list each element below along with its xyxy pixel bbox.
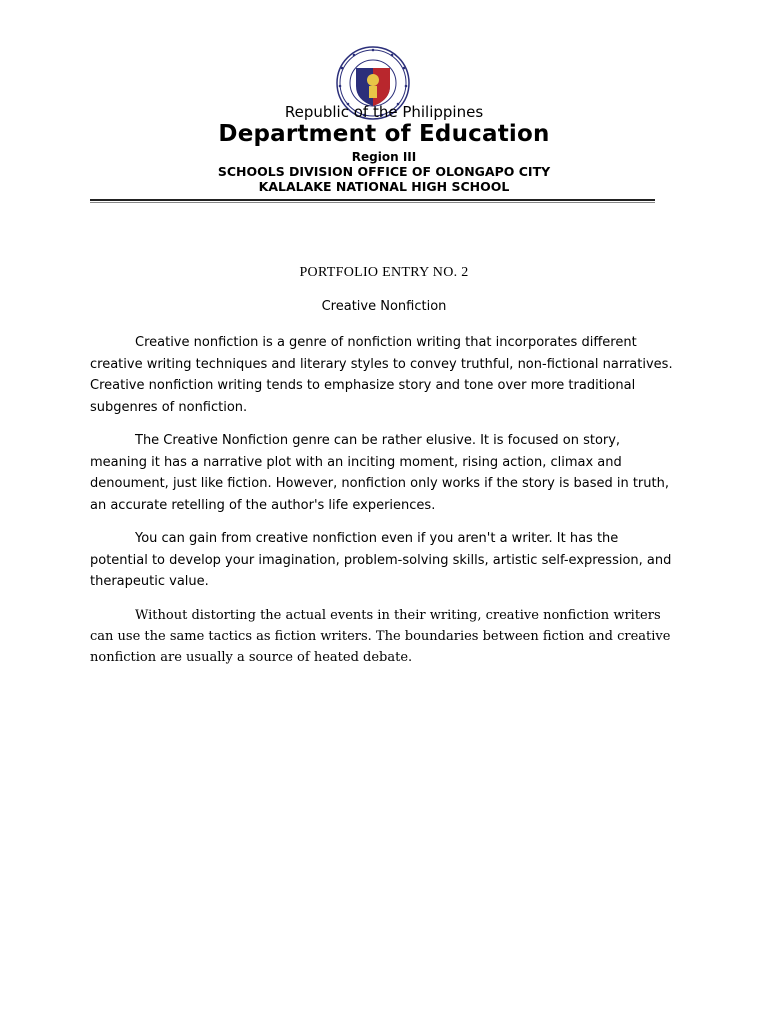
body-paragraph: Creative nonfiction is a genre of nonfiction writing that incorporates different creative writing techniques and literary styles to convey truthful, non-fictional narratives. Creative nonfiction writing tends to emphasize story and tone over more traditional subgenres of nonfiction. bbox=[90, 335, 673, 415]
document-title: PORTFOLIO ENTRY NO. 2 bbox=[299, 265, 469, 280]
letterhead-department: Department of Education bbox=[218, 121, 550, 147]
body-paragraph: Without distorting the actual events in their writing, creative nonfiction writers can use the same tactics as fiction writers. The boundaries between fiction and creative nonfiction are usually a source of heated debate. bbox=[90, 607, 671, 665]
header-divider-thin bbox=[90, 202, 655, 203]
document-subtitle: Creative Nonfiction bbox=[321, 299, 447, 314]
document-body bbox=[90, 332, 678, 680]
header-divider bbox=[90, 199, 655, 201]
letterhead-region: Region III bbox=[351, 150, 417, 164]
body-paragraph: You can gain from creative nonfiction even if you aren't a writer. It has the potential to develop your imagination, problem-solving skills, artistic self-expression, and therapeutic value. bbox=[90, 531, 672, 589]
letterhead-republic: Republic of the Philippines bbox=[284, 103, 484, 121]
body-paragraph: The Creative Nonfiction genre can be rather elusive. It is focused on story, meaning it has a narrative plot with an inciting moment, rising action, climax and denoument, just like fiction. However, nonfiction only works if the story is based in truth, an accurate retelling of the author's life experiences. bbox=[90, 433, 669, 513]
letterhead-school: KALALAKE NATIONAL HIGH SCHOOL bbox=[258, 179, 510, 194]
letterhead-division: SCHOOLS DIVISION OFFICE OF OLONGAPO CITY bbox=[217, 164, 551, 179]
